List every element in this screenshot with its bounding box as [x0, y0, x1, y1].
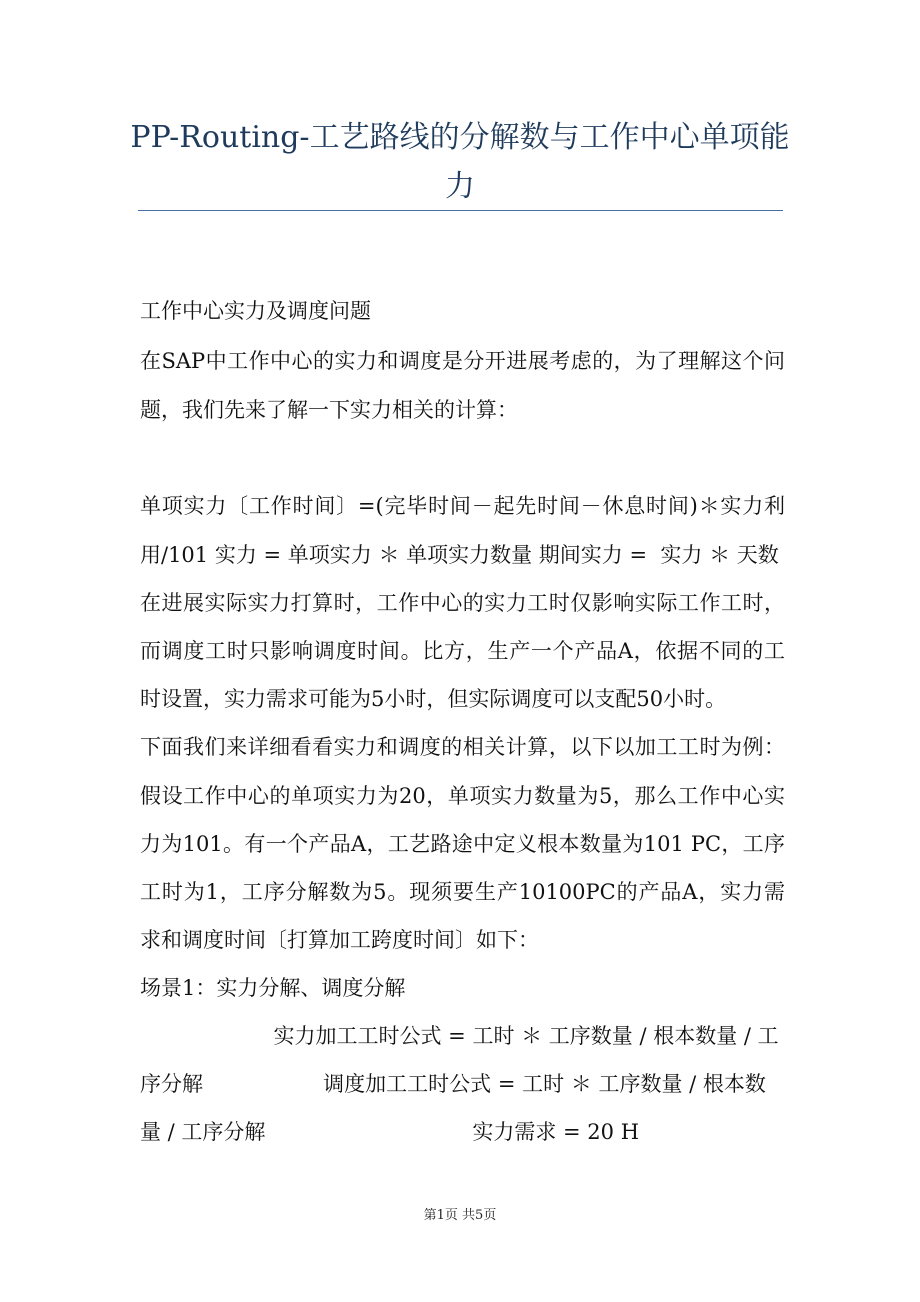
body-line: 力为101。有一个产品A，工艺路途中定义根本数量为101 PC，工序	[140, 832, 785, 856]
body-line: 而调度工时只影响调度时间。比方，生产一个产品A，依据不同的工	[140, 639, 785, 663]
document-title-line-2: 力	[445, 169, 475, 204]
body-line: 单项实力〔工作时间〕=(完毕时间－起先时间－休息时间)＊实力利	[140, 494, 785, 518]
body-line: 在进展实际实力打算时，工作中心的实力工时仅影响实际工作工时，	[140, 591, 785, 615]
body-line: 在SAP中工作中心的实力和调度是分开进展考虑的，为了理解这个问	[140, 349, 785, 373]
section-heading: 工作中心实力及调度问题	[140, 299, 371, 323]
formula-line: 量 / 工序分解 实力需求 = 20 H	[140, 1120, 640, 1144]
body-line: 求和调度时间〔打算加工跨度时间〕如下：	[140, 928, 539, 952]
document-title-line-1: PP-Routing-工艺路线的分解数与工作中心单项能	[130, 120, 790, 155]
formula-line: 实力加工工时公式 = 工时 ＊ 工序数量 / 根本数量 / 工	[140, 1024, 779, 1048]
title-underline	[138, 210, 783, 211]
page-number-footer: 第1页 共5页	[423, 1208, 497, 1223]
body-line: 题，我们先来了解一下实力相关的计算：	[140, 398, 518, 422]
body-line: 用/101 实力 = 单项实力 ＊ 单项实力数量 期间实力 = 实力 ＊ 天数	[140, 543, 779, 567]
body-line: 下面我们来详细看看实力和调度的相关计算，以下以加工工时为例：	[140, 735, 785, 759]
formula-line: 序分解 调度加工工时公式 = 工时 ＊ 工序数量 / 根本数	[140, 1072, 766, 1096]
body-line: 场景1：实力分解、调度分解	[140, 976, 406, 1000]
body-line: 工时为1，工序分解数为5。现须要生产10100PC的产品A，实力需	[140, 880, 785, 904]
body-line: 假设工作中心的单项实力为20，单项实力数量为5，那么工作中心实	[140, 784, 785, 808]
body-line: 时设置，实力需求可能为5小时，但实际调度可以支配50小时。	[140, 687, 727, 711]
